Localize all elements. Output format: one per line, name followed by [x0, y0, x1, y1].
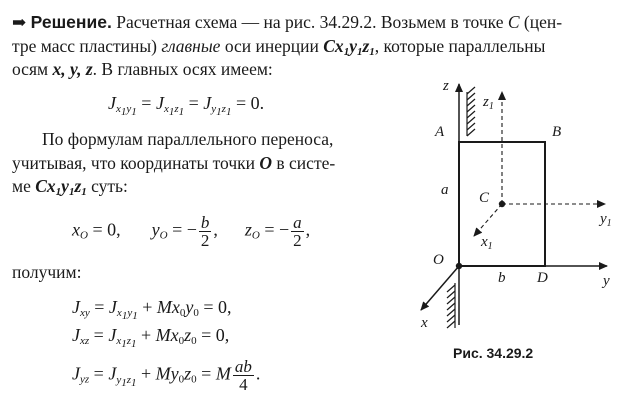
label-d: D [537, 270, 548, 286]
paragraph-2-line-1 [42, 129, 333, 149]
label-a-point: A [435, 124, 445, 140]
label-x: x [421, 315, 428, 331]
text-span: ме [12, 176, 31, 196]
text-span: По формулам параллельного переноса, [42, 129, 334, 149]
text-span: учитывая, что координаты точки [12, 153, 256, 173]
label-z1: $z_1$ [483, 94, 494, 112]
label-x1: $x_1$ [481, 234, 493, 252]
point-o [456, 263, 462, 269]
paragraph-1-line-1 [12, 12, 562, 33]
equation-jyz: $J_{yz} = J_{y_1z_1} + My_0z_0 = M$ $\frac{ab}{4}$ . [72, 357, 261, 394]
emphasis-text: главные [161, 36, 221, 56]
figure-caption: Рис. 34.29.2 [453, 345, 534, 361]
x-axis [421, 266, 459, 310]
label-o: O [433, 252, 444, 268]
figure-34-29-2 [395, 70, 627, 370]
support-hatching-top [467, 87, 475, 136]
equation-tail: = 0. [235, 93, 265, 113]
text-span: получим: [12, 262, 82, 282]
label-c: C [479, 190, 490, 206]
axes-cx1y1z1: $Cx_1y_1z_1$ [323, 36, 375, 58]
paragraph-2-line-2 [12, 153, 335, 173]
label-b-point: B [552, 124, 562, 140]
point-o-ref: O [259, 153, 273, 173]
label-b-side: b [498, 270, 506, 286]
text-span: (цен- [523, 12, 563, 32]
equation-jxz: $J_{xz} = J_{x_1z_1} + Mx_0z_0 = 0$, [72, 325, 230, 350]
equation-principal-zero: $J_{x_1y_1} = J_{x_1z_1} = J_{y_1z_1} = 0$. [108, 93, 265, 118]
paragraph-1-line-3 [12, 59, 273, 79]
point-c-ref: C [507, 12, 520, 32]
text-span: , которые параллельны [374, 36, 546, 56]
x1-axis [474, 204, 502, 236]
text-span: суть: [91, 176, 128, 196]
label-y: y [603, 273, 610, 289]
arrow-icon: ➡ [12, 13, 27, 32]
label-a-side: a [441, 182, 449, 198]
text-span: осям [12, 59, 49, 79]
axes-xyz: x, y, z [52, 59, 93, 79]
text-span: в систе- [276, 153, 336, 173]
point-c [499, 201, 505, 207]
axes-cx1y1z1: $Cx_1y_1z_1$ [35, 176, 87, 198]
support-hatching-bottom [447, 283, 455, 328]
label-y1: $y_1$ [600, 211, 612, 229]
paragraph-2-line-3 [12, 176, 128, 202]
text-span: оси инерции [224, 36, 319, 56]
label-z: z [443, 78, 449, 94]
equation-coordinates-o: $x_O = 0$, $y_O$ = − $\frac{b}{2}$ , $z_O$ = − $\frac{a}{2}$ , [72, 213, 311, 250]
solution-label: Решение. [30, 12, 112, 32]
received-label [12, 262, 81, 282]
text-span: . В главных осях имеем: [92, 59, 273, 79]
text-span: Расчетная схема — на рис. 34.29.2. Возьмем в точке [116, 12, 504, 32]
text-span: тре масс пластины) [12, 36, 157, 56]
equation-jxy: $J_{xy} = J_{x_1y_1} + Mx_0y_0 = 0$, [72, 297, 232, 322]
